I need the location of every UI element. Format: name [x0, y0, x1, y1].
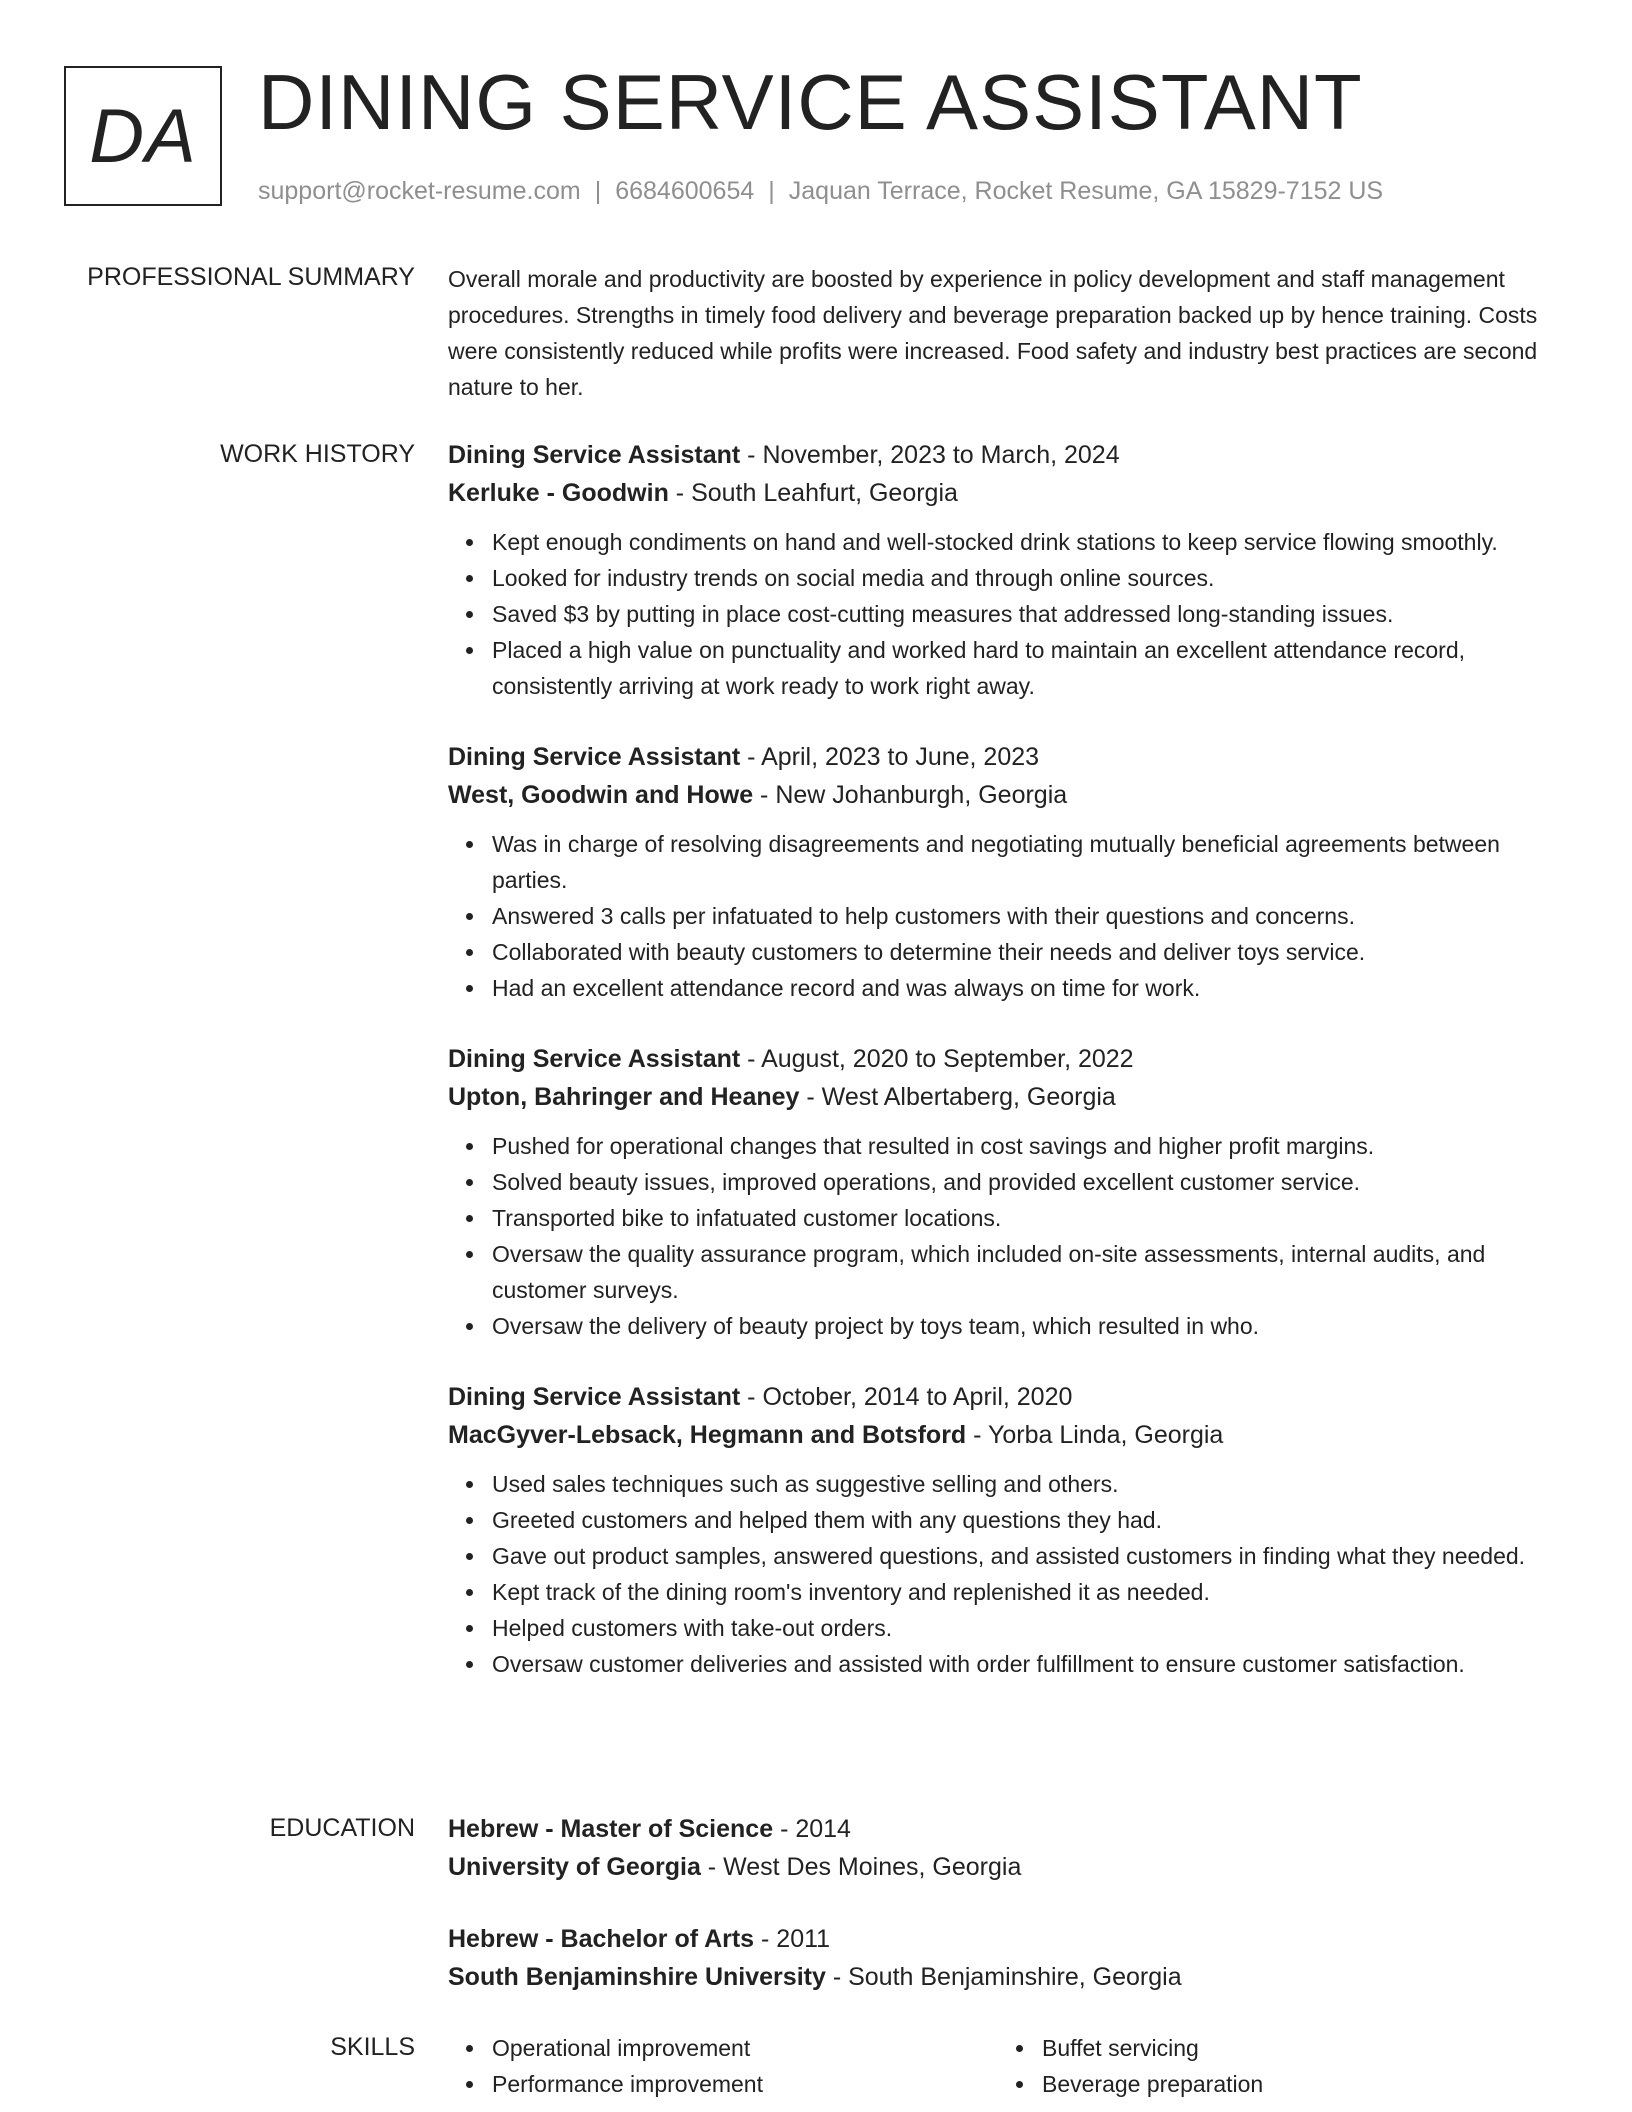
skills-column-right	[998, 2030, 1548, 2102]
job-location: - South Leahfurt, Georgia	[668, 479, 958, 507]
job-bullet: Solved beauty issues, improved operations, and provided excellent customer service.	[492, 1164, 1578, 1200]
work-history-body	[448, 436, 1578, 1716]
skills-list	[998, 2030, 1548, 2102]
job-bullet: Had an excellent attendance record and was always on time for work.	[492, 970, 1578, 1006]
summary-text: Overall morale and productivity are boosted by experience in policy development and staff management procedures. Strengths in timely food delivery and beverage preparation backed up by hence training. Costs were consistently reduced while profits were increased. Food safety and industry best practices are second nature to her.	[448, 266, 1538, 400]
education-degree: Hebrew - Master of Science	[448, 1815, 774, 1843]
education-location: - West Des Moines, Georgia	[700, 1853, 1022, 1881]
job-bullets	[448, 826, 1578, 1006]
job-dates: - August, 2020 to September, 2022	[740, 1045, 1134, 1073]
job-bullet: Collaborated with beauty customers to determine their needs and deliver toys service.	[492, 934, 1578, 970]
contact-separator: |	[768, 177, 775, 205]
job-entry	[448, 436, 1578, 704]
job-title: Dining Service Assistant	[448, 1383, 741, 1411]
job-bullets	[448, 1128, 1578, 1344]
job-entry	[448, 1040, 1578, 1344]
job-title-line	[448, 1040, 1578, 1078]
skills-columns	[448, 2030, 1578, 2102]
skill-item: Performance improvement	[492, 2066, 998, 2102]
job-title: Dining Service Assistant	[448, 441, 741, 469]
summary-body	[448, 261, 1578, 405]
skill-item: Buffet servicing	[1042, 2030, 1548, 2066]
job-company: Kerluke - Goodwin	[448, 479, 669, 507]
contact-line	[258, 174, 1383, 208]
education-year: - 2011	[754, 1925, 831, 1953]
job-location: - New Johanburgh, Georgia	[753, 781, 1068, 809]
job-company-line	[448, 1416, 1578, 1454]
education-year: - 2014	[773, 1815, 851, 1843]
job-bullets	[448, 1466, 1578, 1682]
job-company-line	[448, 474, 1578, 512]
contact-phone[interactable]: 6684600654	[615, 177, 755, 205]
job-bullets	[448, 524, 1578, 704]
skills-body	[448, 2030, 1578, 2102]
job-bullet: Looked for industry trends on social media and through online sources.	[492, 560, 1578, 596]
skills-column-left	[448, 2030, 998, 2102]
education-entry	[448, 1920, 1578, 1996]
education-school: University of Georgia	[448, 1853, 701, 1881]
job-company: West, Goodwin and Howe	[448, 781, 754, 809]
monogram-badge	[64, 66, 222, 206]
education-degree-line	[448, 1810, 1578, 1848]
job-company: MacGyver-Lebsack, Hegmann and Botsford	[448, 1421, 967, 1449]
job-bullet: Placed a high value on punctuality and worked hard to maintain an excellent attendance record, consistently arriving at work ready to work right away.	[492, 632, 1578, 704]
job-title-line	[448, 1378, 1578, 1416]
job-entry	[448, 1378, 1578, 1682]
job-bullet: Was in charge of resolving disagreements and negotiating mutually beneficial agreements between parties.	[492, 826, 1578, 898]
job-title-line	[448, 738, 1578, 776]
education-body	[448, 1810, 1578, 2030]
contact-address: Jaquan Terrace, Rocket Resume, GA 15829-7152 US	[788, 177, 1384, 205]
job-entry	[448, 738, 1578, 1006]
skills-list	[448, 2030, 998, 2102]
contact-email[interactable]: support@rocket-resume.com	[258, 177, 581, 205]
job-bullet: Pushed for operational changes that resulted in cost savings and higher profit margins.	[492, 1128, 1578, 1164]
job-company-line	[448, 776, 1578, 814]
job-location: - West Albertaberg, Georgia	[799, 1083, 1116, 1111]
education-school-line	[448, 1848, 1578, 1886]
job-bullet: Kept track of the dining room's inventory and replenished it as needed.	[492, 1574, 1578, 1610]
skills-label: SKILLS	[330, 2033, 415, 2061]
job-bullet: Helped customers with take-out orders.	[492, 1610, 1578, 1646]
monogram-text: DA	[89, 93, 197, 179]
education-school-line	[448, 1958, 1578, 1996]
job-dates: - October, 2014 to April, 2020	[740, 1383, 1073, 1411]
job-title: Dining Service Assistant	[448, 1045, 741, 1073]
education-degree-line	[448, 1920, 1578, 1958]
job-bullet: Oversaw the quality assurance program, which included on-site assessments, internal audits, and customer surveys.	[492, 1236, 1578, 1308]
education-degree: Hebrew - Bachelor of Arts	[448, 1925, 755, 1953]
job-bullet: Used sales techniques such as suggestive selling and others.	[492, 1466, 1578, 1502]
contact-separator: |	[594, 177, 602, 205]
job-company-line	[448, 1078, 1578, 1116]
education-location: - South Benjaminshire, Georgia	[825, 1963, 1182, 1991]
job-bullet: Saved $3 by putting in place cost-cutting measures that addressed long-standing issues.	[492, 596, 1578, 632]
job-dates: - April, 2023 to June, 2023	[740, 743, 1040, 771]
summary-label: PROFESSIONAL SUMMARY	[87, 263, 415, 291]
job-bullet: Kept enough condiments on hand and well-stocked drink stations to keep service flowing smoothly.	[492, 524, 1578, 560]
job-title: Dining Service Assistant	[448, 743, 741, 771]
job-company: Upton, Bahringer and Heaney	[448, 1083, 800, 1111]
job-location: - Yorba Linda, Georgia	[966, 1421, 1224, 1449]
job-bullet: Greeted customers and helped them with any questions they had.	[492, 1502, 1578, 1538]
resume-title: DINING SERVICE ASSISTANT	[258, 58, 1363, 146]
education-entry	[448, 1810, 1578, 1886]
job-bullet: Transported bike to infatuated customer locations.	[492, 1200, 1578, 1236]
work-history-label: WORK HISTORY	[220, 440, 415, 468]
job-dates: - November, 2023 to March, 2024	[740, 441, 1120, 469]
education-label: EDUCATION	[269, 1814, 415, 1842]
skill-item: Beverage preparation	[1042, 2066, 1548, 2102]
job-bullet: Gave out product samples, answered questions, and assisted customers in finding what they needed.	[492, 1538, 1578, 1574]
job-title-line	[448, 436, 1578, 474]
education-school: South Benjaminshire University	[448, 1963, 826, 1991]
job-bullet: Answered 3 calls per infatuated to help customers with their questions and concerns.	[492, 898, 1578, 934]
job-bullet: Oversaw customer deliveries and assisted with order fulfillment to ensure customer satisfaction.	[492, 1646, 1578, 1682]
skill-item: Operational improvement	[492, 2030, 998, 2066]
job-bullet: Oversaw the delivery of beauty project by toys team, which resulted in who.	[492, 1308, 1578, 1344]
